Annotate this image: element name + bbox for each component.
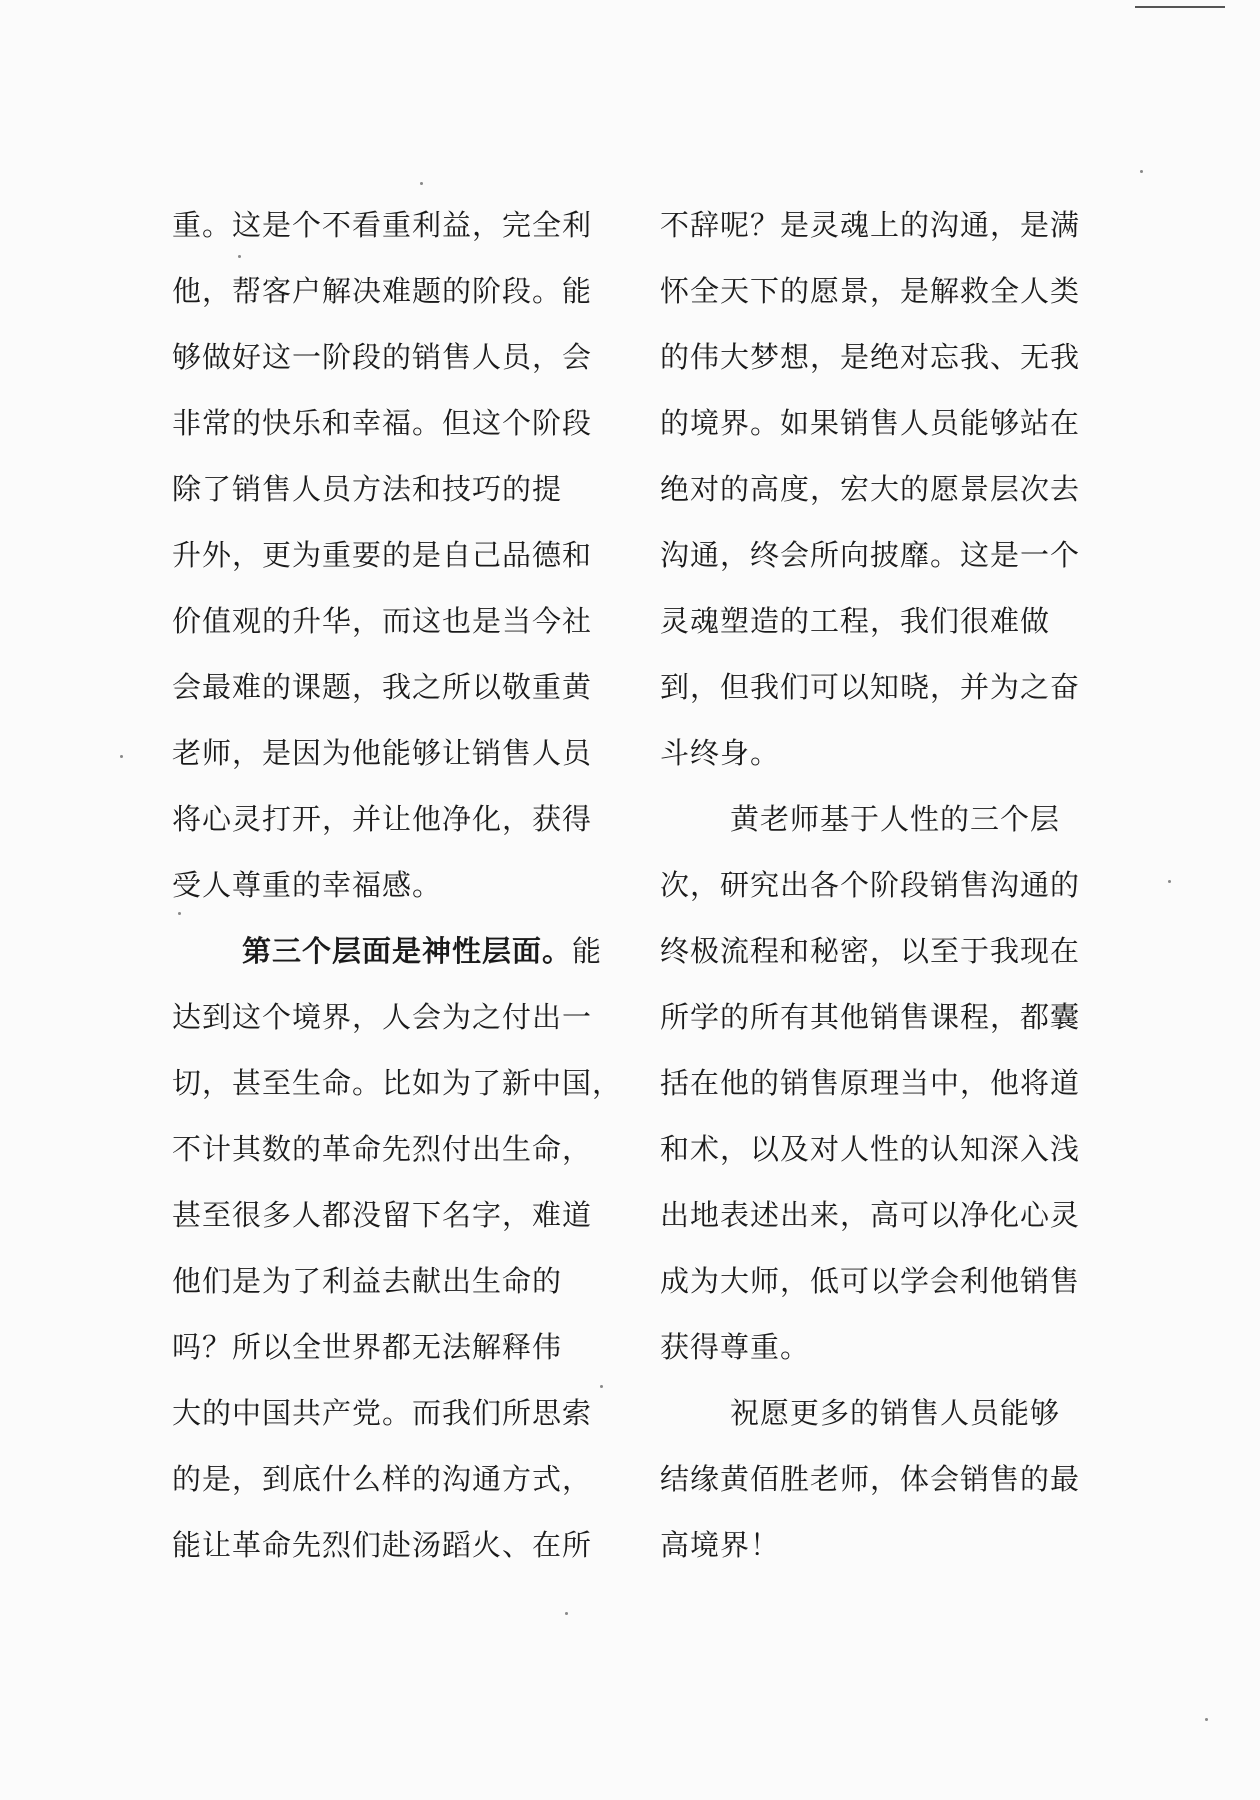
text-line: 够做好这一阶段的销售人员，会 (172, 340, 593, 374)
scan-speck (600, 1385, 603, 1388)
text-line: 沟通，终会所向披靡。这是一个 (660, 538, 1081, 572)
text-line: 达到这个境界，人会为之付出一 (172, 1000, 593, 1034)
right-column (660, 192, 1080, 1578)
text-line: 重。这是个不看重利益，完全利 (172, 208, 593, 242)
scan-speck (1205, 1718, 1208, 1721)
text-line: 价值观的升华，而这也是当今社 (172, 604, 593, 638)
text-line: 的境界。如果销售人员能够站在 (660, 406, 1081, 440)
text-line: 高境界！ (660, 1528, 781, 1562)
text-line: 将心灵打开，并让他净化，获得 (172, 802, 593, 836)
text-line: 升外，更为重要的是自己品德和 (172, 538, 593, 572)
text-line: 和术，以及对人性的认知深入浅 (660, 1132, 1081, 1166)
text-line: 吗？所以全世界都无法解释伟 (172, 1330, 563, 1364)
text-line: 成为大师，低可以学会利他销售 (660, 1264, 1081, 1298)
text-line: 受人尊重的幸福感。 (172, 868, 443, 902)
text-line: 灵魂塑造的工程，我们很难做 (660, 604, 1051, 638)
text-line: 祝愿更多的销售人员能够 (730, 1396, 1061, 1430)
scan-speck (565, 1612, 568, 1615)
text-line: 非常的快乐和幸福。但这个阶段 (172, 406, 593, 440)
scan-speck (420, 182, 423, 185)
text-line: 能让革命先烈们赴汤蹈火、在所 (172, 1528, 593, 1562)
scan-speck (238, 255, 241, 258)
text-line: 结缘黄佰胜老师，体会销售的最 (660, 1462, 1081, 1496)
text-line: 所学的所有其他销售课程，都囊 (660, 1000, 1081, 1034)
text-line: 切，甚至生命。比如为了新中国， (172, 1066, 623, 1100)
text-line: 绝对的高度，宏大的愿景层次去 (660, 472, 1081, 506)
text-line: 到，但我们可以知晓，并为之奋 (660, 670, 1081, 704)
scan-speck (1140, 170, 1143, 173)
text-line: 他们是为了利益去献出生命的 (172, 1264, 563, 1298)
text-fragment: 能 (572, 934, 603, 968)
text-line: 获得尊重。 (660, 1330, 811, 1364)
text-line: 黄老师基于人性的三个层 (730, 802, 1061, 836)
corner-rule (1135, 6, 1225, 8)
scan-speck (1168, 880, 1171, 883)
text-line: 甚至很多人都没留下名字，难道 (172, 1198, 593, 1232)
text-line: 怀全天下的愿景，是解救全人类 (660, 274, 1081, 308)
paragraph-heading: 第三个层面是神性层面。 (242, 934, 573, 968)
text-line: 的是，到底什么样的沟通方式， (172, 1462, 593, 1496)
paragraph-lead-line (172, 918, 603, 984)
text-line: 他，帮客户解决难题的阶段。能 (172, 274, 593, 308)
text-line: 大的中国共产党。而我们所思索 (172, 1396, 593, 1430)
text-line: 的伟大梦想，是绝对忘我、无我 (660, 340, 1081, 374)
text-line: 括在他的销售原理当中，他将道 (660, 1066, 1081, 1100)
text-line: 出地表述出来，高可以净化心灵 (660, 1198, 1081, 1232)
scan-speck (178, 912, 181, 915)
left-column (172, 192, 623, 1578)
text-line: 终极流程和秘密，以至于我现在 (660, 934, 1081, 968)
text-line: 次，研究出各个阶段销售沟通的 (660, 868, 1081, 902)
scan-speck (120, 755, 123, 758)
text-line: 不辞呢？是灵魂上的沟通，是满 (660, 208, 1081, 242)
text-line: 不计其数的革命先烈付出生命， (172, 1132, 593, 1166)
text-line: 会最难的课题，我之所以敬重黄 (172, 670, 593, 704)
text-line: 除了销售人员方法和技巧的提 (172, 472, 563, 506)
text-line: 斗终身。 (660, 736, 781, 770)
text-line: 老师，是因为他能够让销售人员 (172, 736, 593, 770)
